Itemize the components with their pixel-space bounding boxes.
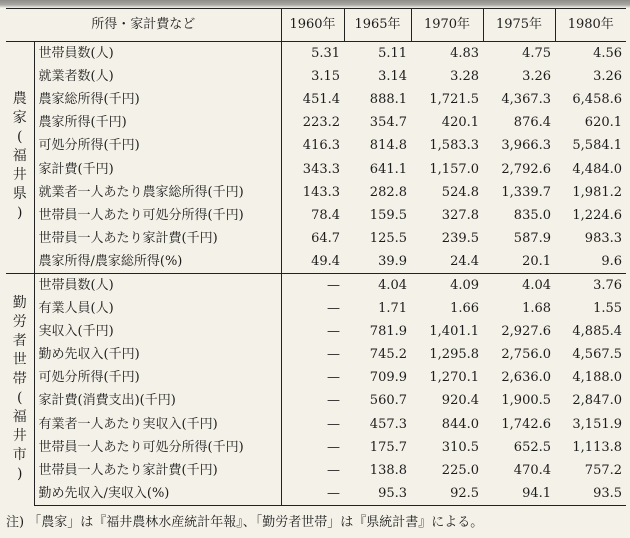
value-cell: 1,981.2 [572,184,623,200]
value-cell: 1,339.7 [501,184,552,200]
value-cell: 4.09 [411,273,483,297]
table-row [6,482,626,506]
value-cell: 781.9 [369,324,408,340]
group-label-char: 労 [12,313,27,330]
group-label-char: ) [17,204,23,221]
table-row [6,65,626,88]
value-cell: 1,295.8 [429,347,480,363]
value-cell: 24.4 [450,253,480,269]
value-cell: 709.9 [369,370,408,386]
value-cell: 1,270.1 [429,370,480,386]
value-cell: 4,367.3 [501,92,552,108]
value-cell: 1,401.1 [429,324,480,340]
row-label: 世帯員数(人) [34,273,281,297]
row-label: 世帯員一人あたり家計費(千円) [34,459,281,482]
value-cell: 4,885.4 [572,324,623,340]
value-cell: 343.3 [302,161,341,177]
value-cell: 844.0 [441,416,480,432]
value-cell: — [327,416,341,432]
value-cell: 3,151.9 [572,416,623,432]
value-cell: — [327,347,341,363]
row-label: 有業人員(人) [34,297,281,320]
value-cell: 560.7 [369,393,408,409]
value-cell: 138.8 [369,462,408,478]
table-row [6,181,626,204]
table-row [6,389,626,412]
header-row [6,9,626,42]
value-cell: 3.26 [522,69,552,85]
value-cell: 39.9 [378,253,408,269]
value-cell: 2,756.0 [501,347,552,363]
header-year: 1960年 [281,9,344,42]
row-label: 家計費(千円) [34,157,281,180]
value-cell: 3.28 [450,69,480,85]
value-cell: 225.0 [441,462,480,478]
value-cell: 354.7 [369,115,408,131]
value-cell: 239.5 [441,230,480,246]
value-cell: 125.5 [369,230,408,246]
table-row [6,273,626,297]
header-year: 1965年 [344,9,411,42]
value-cell: 4,484.0 [572,161,623,177]
group-label-char: 県 [12,185,27,202]
row-label: 可処分所得(千円) [34,366,281,389]
value-cell: 470.4 [513,462,552,478]
value-cell: 814.8 [369,138,408,154]
header-label: 所得・家計費など [6,9,281,42]
value-cell: 5.11 [378,46,408,62]
value-cell: 1.68 [522,301,552,317]
value-cell: 4,567.5 [572,347,623,363]
cropped-caption-edge [0,0,630,8]
value-cell: 3.14 [378,69,408,85]
table-row [6,366,626,389]
value-cell: 6,458.6 [572,92,623,108]
row-label: 有業者一人あたり実収入(千円) [34,413,281,436]
value-cell: — [281,273,344,297]
value-cell: 3.26 [593,69,623,85]
value-cell: 4,188.0 [572,370,623,386]
group-label-char: 市 [12,446,27,463]
value-cell: — [327,393,341,409]
value-cell: 2,847.0 [572,393,623,409]
value-cell: — [327,370,341,386]
group-label-char: 福 [12,408,27,425]
value-cell: — [327,324,341,340]
footnote: 注) 「農家」は『福井農林水産統計年報』、「勤労者世帯」は『県統計書』による。 [6,515,484,530]
row-label: 世帯員一人あたり可処分所得(千円) [34,436,281,459]
row-label: 勤め先収入(千円) [34,343,281,366]
group-label [6,273,34,505]
value-cell: 983.3 [584,230,623,246]
group-label-char: ( [17,389,23,406]
row-label: 就業者一人あたり農家総所得(千円) [34,181,281,204]
table-row [6,413,626,436]
value-cell: 282.8 [369,184,408,200]
group-label-char: 家 [12,109,27,126]
value-cell: — [327,439,341,455]
value-cell: 641.1 [369,161,408,177]
table-row [6,204,626,227]
table-row [6,88,626,111]
value-cell: 64.7 [311,230,341,246]
table-row [6,320,626,343]
value-cell: 159.5 [369,207,408,223]
value-cell: 652.5 [513,439,552,455]
value-cell: 310.5 [441,439,480,455]
header-year: 1975年 [483,9,555,42]
value-cell: 175.7 [369,439,408,455]
value-cell: 1,742.6 [501,416,552,432]
value-cell: 1,157.0 [429,161,480,177]
table-body [6,42,626,506]
group-label [6,42,34,274]
value-cell: 92.5 [411,482,483,506]
value-cell: 94.1 [483,482,555,506]
header-year: 1970年 [411,9,483,42]
table-row [6,250,626,274]
value-cell: 876.4 [513,115,552,131]
value-cell: 93.5 [555,482,626,506]
table-row [6,42,626,66]
value-cell: 745.2 [369,347,408,363]
group-label-char: ( [17,128,23,145]
row-label: 世帯員数(人) [34,42,281,66]
value-cell: 3.76 [555,273,626,297]
value-cell: 78.4 [311,207,341,223]
row-label: 就業者数(人) [34,65,281,88]
value-cell: 20.1 [522,253,552,269]
value-cell: 888.1 [369,92,408,108]
value-cell: 4.04 [483,273,555,297]
table-row [6,111,626,134]
header-year: 1980年 [555,9,626,42]
table-row [6,297,626,320]
value-cell: 524.8 [441,184,480,200]
table-row [6,134,626,157]
table-row [6,157,626,180]
value-cell: 4.04 [344,273,411,297]
value-cell: 1,900.5 [501,393,552,409]
income-statistics-table [6,8,626,506]
value-cell: 2,927.6 [501,324,552,340]
value-cell: 416.3 [302,138,341,154]
value-cell: 420.1 [441,115,480,131]
value-cell: 1.55 [593,301,623,317]
value-cell: 5.31 [311,46,341,62]
value-cell: 1,224.6 [572,207,623,223]
value-cell: 1,113.8 [572,439,623,455]
value-cell: — [281,482,344,506]
value-cell: 223.2 [302,115,341,131]
value-cell: 1.71 [378,301,408,317]
row-label: 世帯員一人あたり家計費(千円) [34,227,281,250]
value-cell: 143.3 [302,184,341,200]
value-cell: 920.4 [441,393,480,409]
value-cell: 1.66 [450,301,480,317]
row-label: 勤め先収入/実収入(%) [34,482,281,506]
value-cell: 95.3 [344,482,411,506]
value-cell: 327.8 [441,207,480,223]
value-cell: 835.0 [513,207,552,223]
group-label-char: 井 [12,166,27,183]
value-cell: 4.56 [593,46,623,62]
value-cell: 3.15 [311,69,341,85]
row-label: 農家所得/農家総所得(%) [34,250,281,274]
group-label-char: 帯 [12,370,27,387]
value-cell: 451.4 [302,92,341,108]
value-cell: 5,584.1 [572,138,623,154]
value-cell: 4.75 [522,46,552,62]
value-cell: 1,583.3 [429,138,480,154]
value-cell: — [327,462,341,478]
group-label-char: ) [17,465,23,482]
group-label-char: 者 [12,332,27,349]
row-label: 可処分所得(千円) [34,134,281,157]
value-cell: 9.6 [601,253,623,269]
group-label-char: 勤 [12,294,27,311]
row-label: 農家所得(千円) [34,111,281,134]
value-cell: 3,966.3 [501,138,552,154]
value-cell: 2,636.0 [501,370,552,386]
group-label-char: 井 [12,427,27,444]
value-cell: 2,792.6 [501,161,552,177]
value-cell: 4.83 [450,46,480,62]
value-cell: 587.9 [513,230,552,246]
group-label-char: 農 [12,90,27,107]
table-row [6,459,626,482]
table-row [6,227,626,250]
value-cell: 457.3 [369,416,408,432]
row-label: 実収入(千円) [34,320,281,343]
group-label-char: 世 [12,351,27,368]
value-cell: — [327,301,341,317]
value-cell: 49.4 [311,253,341,269]
value-cell: 620.1 [584,115,623,131]
value-cell: 1,721.5 [429,92,480,108]
row-label: 農家総所得(千円) [34,88,281,111]
value-cell: 757.2 [584,462,623,478]
table-row [6,436,626,459]
group-label-char: 福 [12,147,27,164]
row-label: 世帯員一人あたり可処分所得(千円) [34,204,281,227]
row-label: 家計費(消費支出)(千円) [34,389,281,412]
table-row [6,343,626,366]
